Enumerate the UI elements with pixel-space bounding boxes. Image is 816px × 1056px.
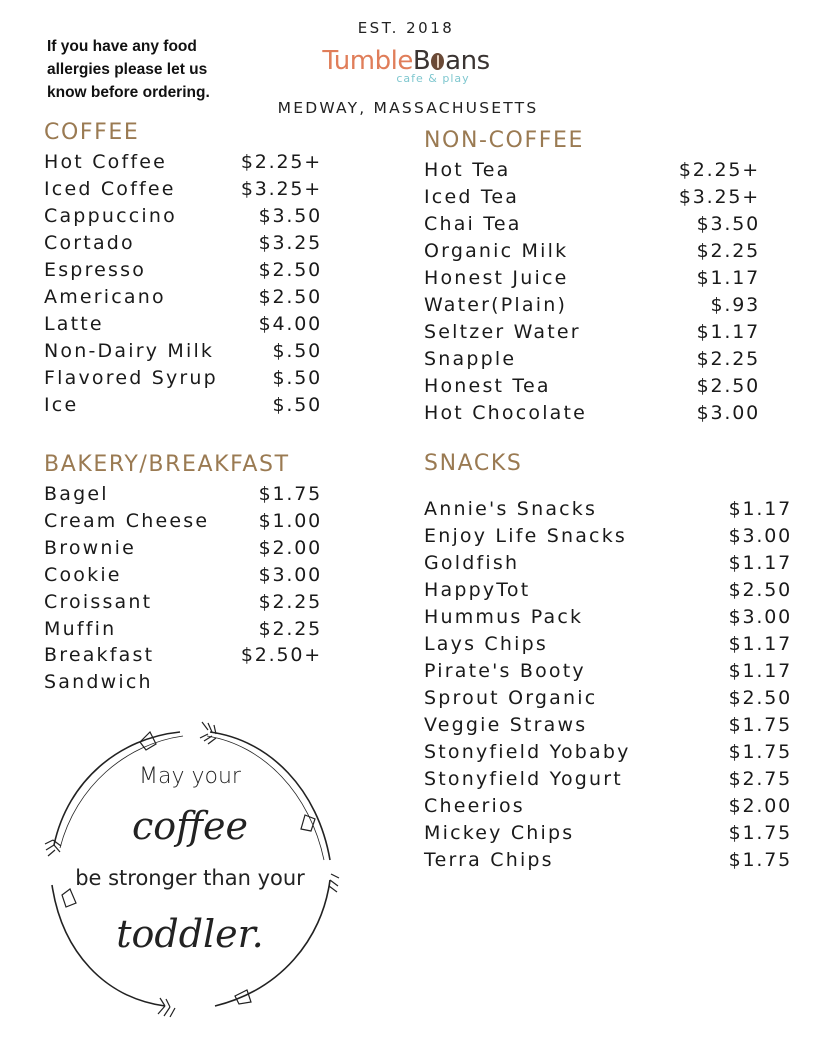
quote-line-3: be stronger than your bbox=[75, 866, 305, 890]
menu-item-name: Water(Plain) bbox=[424, 293, 568, 316]
menu-item bbox=[424, 291, 760, 318]
menu-item-price: $3.25+ bbox=[678, 185, 760, 208]
menu-item-price: $1.75 bbox=[728, 821, 792, 844]
menu-item bbox=[424, 792, 792, 819]
menu-item-name: Sprout Organic bbox=[424, 686, 598, 709]
menu-item-name: Breakfast Sandwich bbox=[44, 644, 155, 693]
menu-item bbox=[424, 156, 760, 183]
menu-item-name: HappyTot bbox=[424, 578, 531, 601]
menu-item bbox=[44, 507, 322, 534]
menu-item bbox=[44, 642, 322, 696]
quote-line-1: May your bbox=[139, 764, 241, 789]
menu-item-name: Honest Tea bbox=[424, 374, 551, 397]
menu-item bbox=[44, 229, 322, 256]
menu-item-name: Terra Chips bbox=[424, 848, 554, 871]
menu-item bbox=[44, 364, 322, 391]
menu-item-price: $2.50 bbox=[258, 258, 322, 281]
menu-item-name: Cheerios bbox=[424, 794, 525, 817]
menu-item-name: Enjoy Life Snacks bbox=[424, 524, 628, 547]
menu-item bbox=[424, 522, 792, 549]
menu-item-price: $3.00 bbox=[258, 563, 322, 586]
menu-item-name: Brownie bbox=[44, 536, 137, 559]
menu-item-price: $3.25+ bbox=[240, 177, 322, 200]
menu-item bbox=[424, 765, 792, 792]
menu-item-price: $.50 bbox=[272, 339, 322, 362]
menu-item-name: Pirate's Booty bbox=[424, 659, 586, 682]
menu-item-name: Mickey Chips bbox=[424, 821, 575, 844]
coffee-bean-icon bbox=[431, 53, 444, 70]
menu-item bbox=[424, 657, 792, 684]
menu-item-price: $2.75 bbox=[728, 767, 792, 790]
quote-line-2: coffee bbox=[131, 804, 249, 848]
menu-item bbox=[424, 576, 792, 603]
menu-item-name: Goldfish bbox=[424, 551, 520, 574]
menu-item-price: $2.50 bbox=[728, 686, 792, 709]
menu-item-name: Snapple bbox=[424, 347, 517, 370]
menu-item-name: Cortado bbox=[44, 231, 135, 254]
menu-item bbox=[44, 391, 322, 418]
menu-item-name: Chai Tea bbox=[424, 212, 522, 235]
menu-item bbox=[424, 549, 792, 576]
menu-item-price: $1.17 bbox=[728, 497, 792, 520]
menu-item-price: $2.25 bbox=[258, 617, 322, 640]
menu-item-price: $3.25 bbox=[258, 231, 322, 254]
menu-item bbox=[424, 603, 792, 630]
menu-item-name: Bagel bbox=[44, 482, 109, 505]
menu-item-name: Hot Coffee bbox=[44, 150, 168, 173]
menu-item bbox=[44, 202, 322, 229]
menu-item bbox=[424, 372, 760, 399]
menu-item-price: $3.50 bbox=[696, 212, 760, 235]
menu-item bbox=[44, 283, 322, 310]
menu-item-name: Honest Juice bbox=[424, 266, 569, 289]
menu-item-price: $1.00 bbox=[258, 509, 322, 532]
menu-item-name: Hot Tea bbox=[424, 158, 511, 181]
menu-item bbox=[44, 175, 322, 202]
menu-item bbox=[44, 588, 322, 615]
menu-item bbox=[424, 264, 760, 291]
menu-item-price: $3.50 bbox=[258, 204, 322, 227]
menu-item-price: $2.25+ bbox=[678, 158, 760, 181]
brand-name-part1: Tumble bbox=[322, 46, 413, 76]
menu-item bbox=[424, 684, 792, 711]
menu-item-name: Cookie bbox=[44, 563, 122, 586]
location: MEDWAY, MASSACHUSETTS bbox=[277, 99, 539, 117]
menu-item bbox=[44, 310, 322, 337]
brand-name-part2a: B bbox=[412, 46, 431, 76]
menu-item-name: Stonyfield Yogurt bbox=[424, 767, 623, 790]
menu-item-name: Croissant bbox=[44, 590, 153, 613]
section-title: NON-COFFEE bbox=[424, 128, 584, 153]
menu-item-price: $1.17 bbox=[728, 632, 792, 655]
menu-item-price: $1.75 bbox=[728, 740, 792, 763]
menu-item bbox=[424, 495, 792, 522]
menu-item bbox=[424, 210, 760, 237]
menu-item bbox=[44, 148, 322, 175]
menu-item-name: Ice bbox=[44, 393, 79, 416]
menu-item-price: $2.25+ bbox=[240, 150, 322, 173]
menu-item bbox=[424, 345, 760, 372]
snacks-section bbox=[424, 449, 792, 873]
quote-line-4: toddler. bbox=[116, 912, 264, 956]
menu-item-price: $3.00 bbox=[728, 605, 792, 628]
menu-item-price: $2.25 bbox=[696, 347, 760, 370]
menu-item bbox=[424, 630, 792, 657]
menu-item bbox=[44, 534, 322, 561]
allergy-notice: If you have any food allergies please let us know before ordering. bbox=[47, 38, 210, 101]
menu-item-name: Hot Chocolate bbox=[424, 401, 588, 424]
menu-item-name: Non-Dairy Milk bbox=[44, 339, 215, 362]
menu-item-price: $2.00 bbox=[258, 536, 322, 559]
menu-item-price: $2.00 bbox=[728, 794, 792, 817]
menu-item-price: $.50 bbox=[272, 393, 322, 416]
menu-item bbox=[44, 615, 322, 642]
menu-item bbox=[44, 256, 322, 283]
section-title: SNACKS bbox=[424, 451, 523, 476]
menu-item bbox=[424, 819, 792, 846]
menu-item-name: Seltzer Water bbox=[424, 320, 581, 343]
menu-item bbox=[424, 183, 760, 210]
menu-item-price: $1.17 bbox=[696, 266, 760, 289]
menu-item-name: Lays Chips bbox=[424, 632, 548, 655]
bakery-section bbox=[44, 450, 322, 696]
menu-item-price: $2.25 bbox=[696, 239, 760, 262]
menu-item-price: $1.75 bbox=[728, 848, 792, 871]
menu-item-price: $2.50 bbox=[728, 578, 792, 601]
section-title: BAKERY/BREAKFAST bbox=[44, 452, 290, 477]
menu-item-name: Cream Cheese bbox=[44, 509, 210, 532]
menu-item-name: Annie's Snacks bbox=[424, 497, 598, 520]
established-year: EST. 2018 bbox=[357, 19, 455, 37]
menu-item bbox=[424, 711, 792, 738]
menu-item-price: $2.25 bbox=[258, 590, 322, 613]
menu-item-name: Muffin bbox=[44, 617, 117, 640]
menu-item bbox=[424, 399, 760, 426]
menu-item-name: Stonyfield Yobaby bbox=[424, 740, 631, 763]
menu-item-name: Flavored Syrup bbox=[44, 366, 218, 389]
brand-logo bbox=[300, 46, 512, 85]
menu-item-name: Veggie Straws bbox=[424, 713, 588, 736]
menu-item bbox=[44, 561, 322, 588]
menu-item bbox=[44, 337, 322, 364]
brand-tagline: cafe & play bbox=[396, 72, 470, 85]
menu-item-price: $2.50 bbox=[258, 285, 322, 308]
menu-item-price: $1.17 bbox=[696, 320, 760, 343]
menu-item-name: Iced Coffee bbox=[44, 177, 176, 200]
menu-item-price: $2.50+ bbox=[240, 644, 322, 666]
coffee-section bbox=[44, 118, 322, 418]
menu-item-name: Espresso bbox=[44, 258, 147, 281]
menu-item-name: Americano bbox=[44, 285, 166, 308]
menu-item-price: $.93 bbox=[710, 293, 760, 316]
quote-wreath bbox=[40, 720, 340, 1020]
menu-item-price: $4.00 bbox=[258, 312, 322, 335]
menu-item-price: $1.75 bbox=[258, 482, 322, 505]
brand-name-part2b: ans bbox=[445, 46, 490, 76]
menu-item-price: $3.00 bbox=[696, 401, 760, 424]
menu-item-name: Cappuccino bbox=[44, 204, 177, 227]
menu-item-name: Organic Milk bbox=[424, 239, 569, 262]
menu-item bbox=[424, 318, 760, 345]
menu-item-name: Latte bbox=[44, 312, 104, 335]
menu-item bbox=[424, 738, 792, 765]
menu-item-price: $3.00 bbox=[728, 524, 792, 547]
noncoffee-section bbox=[424, 126, 760, 426]
menu-item-price: $1.17 bbox=[728, 659, 792, 682]
menu-item-name: Iced Tea bbox=[424, 185, 520, 208]
menu-item-price: $1.17 bbox=[728, 551, 792, 574]
menu-item-price: $1.75 bbox=[728, 713, 792, 736]
menu-item bbox=[44, 480, 322, 507]
menu-item-price: $2.50 bbox=[696, 374, 760, 397]
section-title: COFFEE bbox=[44, 120, 140, 145]
menu-item bbox=[424, 237, 760, 264]
menu-item-name: Hummus Pack bbox=[424, 605, 584, 628]
menu-item bbox=[424, 846, 792, 873]
menu-item-price: $.50 bbox=[272, 366, 322, 389]
